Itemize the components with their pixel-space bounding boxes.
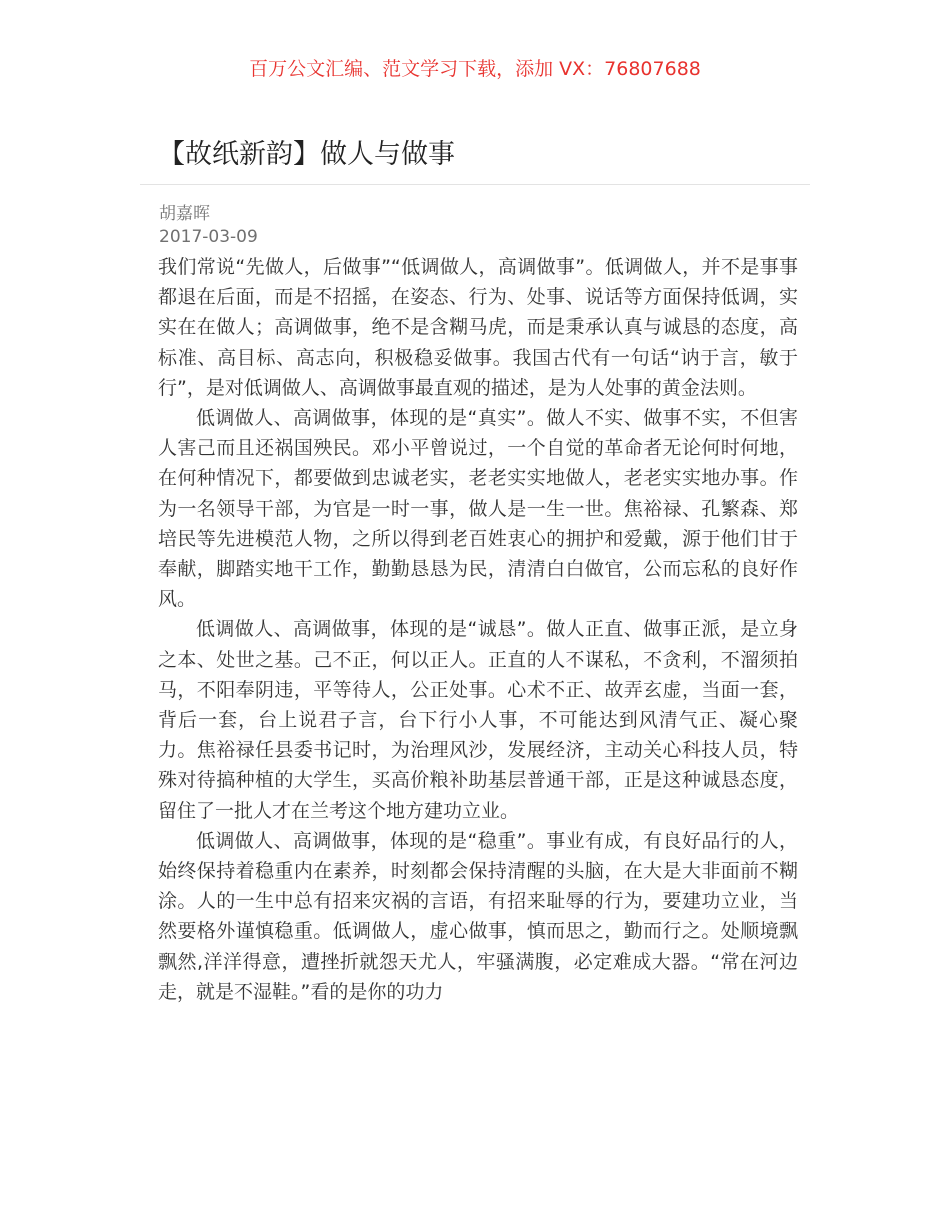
title-divider — [140, 184, 810, 185]
article-author: 胡嘉晖 — [159, 204, 210, 224]
article-paragraph: 我们常说“先做人，后做事”“低调做人，高调做事”。低调做人，并不是事事都退在后面，而是不招摇，在姿态、行为、处事、说话等方面保持低调，实实在在做人；高调做事，绝不是含糊马虎，而是秉承认真与诚恳的态度，高标准、高目标、高志向，积极稳妥做事。我国古代有一句话“讷于言，敏于行”，是对低调做人、高调做事最直观的描述，是为人处事的黄金法则。 — [158, 256, 798, 399]
article-date: 2017-03-09 — [159, 227, 258, 247]
article-title: 【故纸新韵】做人与做事 — [158, 139, 455, 170]
article-paragraph: 低调做人、高调做事，体现的是“真实”。做人不实、做事不实，不但害人害己而且还祸国殃民。邓小平曾说过，一个自觉的革命者无论何时何地，在何种情况下，都要做到忠诚老实，老老实实地做人，老老实实地办事。作为一名领导干部，为官是一时一事，做人是一生一世。焦裕禄、孔繁森、郑培民等先进模范人物，之所以得到老百姓衷心的拥护和爱戴，源于他们甘于奉献，脚踏实地干工作，勤勤恳恳为民，清清白白做官，公而忘私的良好作风。 — [158, 407, 798, 611]
article-paragraph: 低调做人、高调做事，体现的是“诚恳”。做人正直、做事正派，是立身之本、处世之基。己不正，何以正人。正直的人不谋私，不贪利，不溜须拍马，不阳奉阴违，平等待人，公正处事。心术不正、故弄玄虚，当面一套，背后一套，台上说君子言，台下行小人事，不可能达到风清气正、凝心聚力。焦裕禄任县委书记时，为治理风沙，发展经济，主动关心科技人员，特殊对待搞种植的大学生，买高价粮补助基层普通干部，正是这种诚恳态度，留住了一批人才在兰考这个地方建功立业。 — [158, 618, 798, 822]
article-body — [158, 252, 798, 1007]
article-paragraph: 低调做人、高调做事，体现的是“稳重”。事业有成，有良好品行的人，始终保持着稳重内在素养，时刻都会保持清醒的头脑，在大是大非面前不糊涂。人的一生中总有招来灾祸的言语，有招来耻辱的行为，要建功立业，当然要格外谨慎稳重。低调做人，虚心做事，慎而思之，勤而行之。处顺境飘飘然,洋洋得意，遭挫折就怨天尤人，牢骚满腹，必定难成大器。“常在河边走，就是不湿鞋。”看的是你的功力 — [158, 829, 798, 1003]
download-promo-banner: 百万公文汇编、范文学习下载，添加 VX：76807688 — [249, 58, 701, 80]
